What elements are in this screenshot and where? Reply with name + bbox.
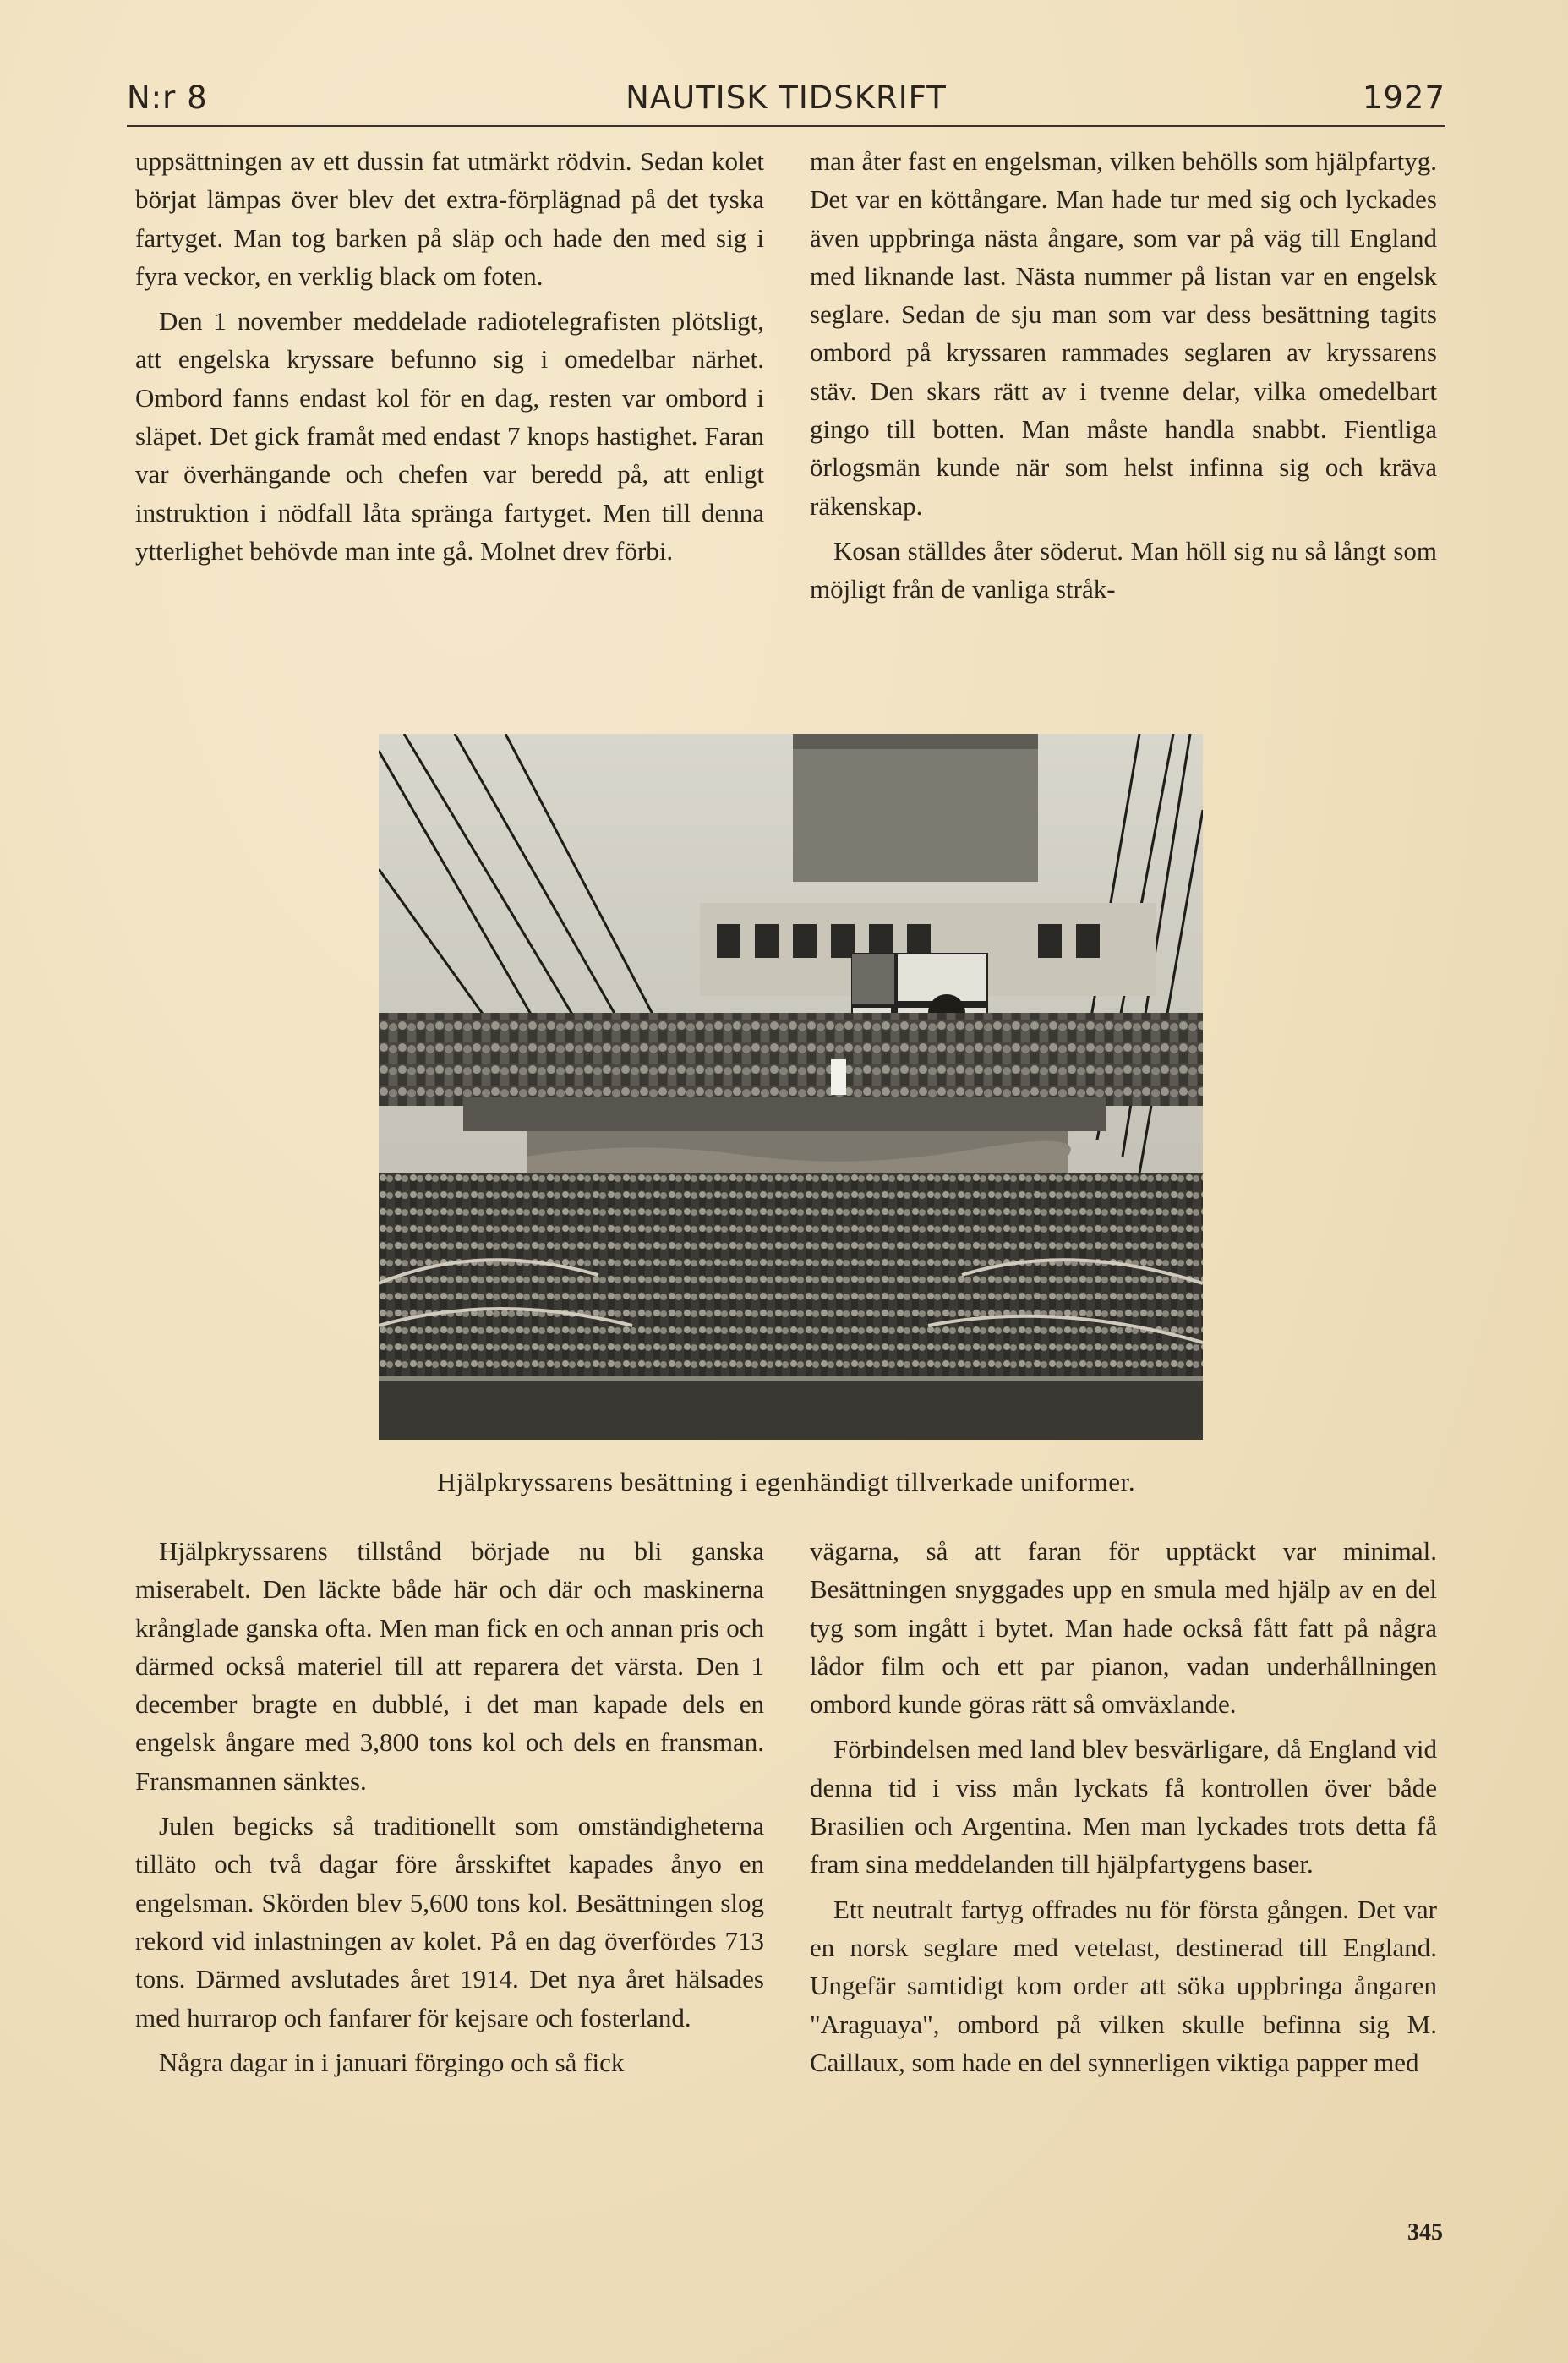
running-header <box>127 78 1445 127</box>
year: 1927 <box>1362 79 1445 116</box>
paragraph: vägarna, så att faran för upptäckt var minimal. Besättningen snyggades upp en smula med hjälp av en del tyg som ingått i bytet. Man hade också fått fatt på några lådor film och ett par pianon, vadan underhållningen ombord kunde göras rätt så omväxlande. <box>810 1536 1437 1720</box>
paragraph: Kosan ställdes åter söderut. Man höll sig nu så långt som möjligt från de vanliga stråk- <box>810 535 1437 604</box>
paragraph: man åter fast en engelsman, vilken behölls som hjälpfartyg. Det var en köttångare. Man hade tur med sig och lyckades även uppbringa nästa ångare, som var på väg till England med liknande last. Nästa nummer på listan var en engelsk seglare. Sedan de sju man som var dess besättning tagits ombord på kryssaren rammades seglaren av kryssarens stäv. Den skars rätt av i tvenne delar, vilka omedelbart gingo till botten. Man måste handla snabbt. Fientliga örlogsmän kunde när som helst infinna sig och kräva räkenskap. <box>810 146 1437 521</box>
crew-photo-drawing <box>379 734 1203 1440</box>
issue-number: N:r 8 <box>127 79 208 116</box>
paragraph: Ett neutralt fartyg offrades nu för första gången. Det var en norsk seglare med vetelast, destinerad till England. Ungefär samtidigt kom order att söka uppbringa ångaren "Araguaya", ombord på vilken skulle befinna sig M. Caillaux, som hade en del synnerligen viktiga papper med <box>810 1894 1437 2077</box>
paragraph: Julen begicks så traditionellt som omständigheterna tilläto och två dagar före årsskiftet kapades ånyo en engelsman. Skörden blev 5,600 tons kol. Besättningen slog rekord vid inlastningen av kolet. På en dag överfördes 713 tons. Därmed avslutades året 1914. Det nya året hälsades med hurrarop och fanfarer för kejsare och fosterland. <box>135 1811 764 2032</box>
column-bottom-right <box>810 1532 1437 2081</box>
paragraph: Några dagar in i januari förgingo och så fick <box>159 2047 625 2077</box>
column-bottom-left <box>135 1532 764 2081</box>
column-top-right <box>810 142 1437 609</box>
paragraph: Den 1 november meddelade radiotelegrafisten plötsligt, att engelska kryssare befunno sig i omedelbar närhet. Ombord fanns endast kol för en dag, resten var ombord i släpet. Det gick framåt med endast 7 knops hastighet. Faran var överhängande och chefen var beredd på, att enligt instruktion i nödfall låta spränga fartyget. Men till denna ytterlighet behövde man inte gå. Molnet drev förbi. <box>135 306 764 566</box>
journal-title: NAUTISK TIDSKRIFT <box>626 79 947 116</box>
paragraph: uppsättningen av ett dussin fat utmärkt rödvin. Sedan kolet börjat lämpas över blev det extra-förplägnad på det tyska fartyget. Man tog barken på släp och hade den med sig i fyra veckor, en verklig black om foten. <box>135 146 764 291</box>
crew-photograph <box>379 734 1203 1440</box>
paragraph: Hjälpkryssarens tillstånd började nu bli ganska miserabelt. Den läckte både här och där och maskinerna krånglade ganska ofta. Men man fick en och annan pris och därmed också materiel till att reparera det värsta. Den 1 december bragte en dubblé, i det man kapade dels en engelsk ångare med 3,800 tons kol och dels en fransman. Fransmannen sänktes. <box>135 1536 764 1796</box>
paragraph: Förbindelsen med land blev besvärligare, då England vid denna tid i viss mån lyckats få kontrollen över både Brasilien och Argentina. Men man lyckades trots detta få fram sina meddelanden till hjälpfartygens baser. <box>810 1734 1437 1879</box>
photo-caption: Hjälpkryssarens besättning i egenhändigt tillverkade uniformer. <box>436 1467 1136 1496</box>
page-number: 345 <box>1407 2219 1443 2245</box>
column-top-left <box>135 142 764 570</box>
